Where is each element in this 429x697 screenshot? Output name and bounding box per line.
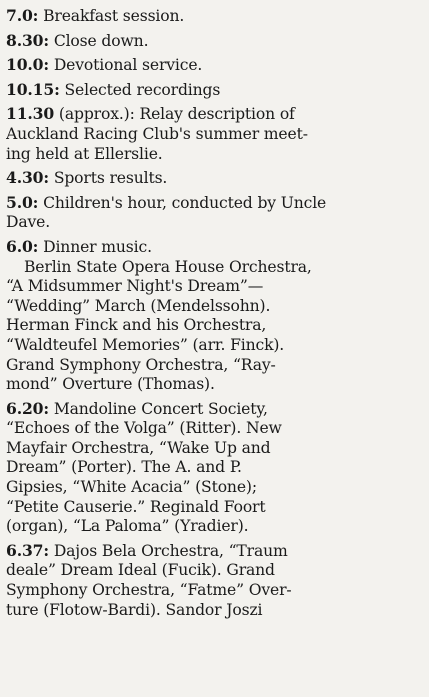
entry-time: 5.0: [6, 192, 39, 212]
entry-text: “A Midsummer Night's Dream”— [6, 277, 264, 296]
entry-text: Selected recordings [64, 80, 221, 99]
entry-text: Close down. [53, 31, 149, 50]
entry-text: (organ), “La Paloma” (Yradier). [6, 517, 249, 536]
entry-text: Berlin State Opera House Orchestra, [24, 257, 312, 276]
program-entry-1130 [6, 104, 423, 164]
program-entry-0500 [6, 193, 423, 233]
entry-time: 6.37: [6, 540, 49, 560]
entry-text: Dinner music. [43, 237, 152, 256]
entry-text: Sports results. [53, 169, 168, 188]
program-entry-0600 [6, 237, 423, 395]
program-entry-1015 [6, 80, 423, 101]
program-entry-0620 [6, 399, 423, 537]
entry-text: Symphony Orchestra, “Fatme” Over- [6, 581, 292, 600]
entry-text: “Petite Causerie.” Reginald Foort [6, 497, 266, 516]
program-entry-0700 [6, 6, 423, 27]
entry-text: “Wedding” March (Mendelssohn). [6, 296, 271, 315]
entry-text: Mandoline Concert Society, [53, 399, 268, 418]
entry-text: Breakfast session. [43, 7, 185, 25]
entry-text: Devotional service. [53, 56, 203, 75]
entry-text: Dave. [6, 213, 51, 232]
entry-text: Mayfair Orchestra, “Wake Up and [6, 438, 271, 457]
entry-text: Dajos Bela Orchestra, “Traum [53, 541, 288, 560]
entry-time: 10.15: [6, 79, 60, 99]
program-entry-0830 [6, 31, 423, 52]
entry-time: 6.20: [6, 398, 49, 418]
entry-text: Dream” (Porter). The A. and P. [6, 458, 242, 477]
entry-time: 11.30 [6, 104, 55, 124]
entry-text: Herman Finck and his Orchestra, [6, 316, 267, 335]
program-entry-0637 [6, 541, 423, 620]
entry-time: 8.30: [6, 30, 49, 50]
program-entry-1000 [6, 55, 423, 76]
entry-time: 10.0: [6, 55, 49, 75]
entry-text: ing held at Ellerslie. [6, 144, 163, 163]
entry-text: “Waldteufel Memories” (arr. Finck). [6, 335, 285, 354]
entry-text: mond” Overture (Thomas). [6, 375, 215, 394]
entry-time: 4.30: [6, 168, 49, 188]
entry-text: deale” Dream Ideal (Fucik). Grand [6, 561, 275, 580]
entry-time: 7.0: [6, 6, 39, 25]
entry-time: 6.0: [6, 236, 39, 256]
entry-text: Auckland Racing Club's summer meet- [6, 124, 308, 143]
entry-text: (approx.): Relay description of [58, 105, 295, 124]
entry-text: Children's hour, conducted by Uncle [43, 193, 327, 212]
entry-text: ture (Flotow-Bardi). Sandor Joszi [6, 600, 263, 619]
entry-text: Gipsies, “White Acacia” (Stone); [6, 478, 257, 497]
entry-text: “Echoes of the Volga” (Ritter). New [6, 419, 282, 438]
program-entry-0430 [6, 168, 423, 189]
entry-text: Grand Symphony Orchestra, “Ray- [6, 355, 276, 374]
